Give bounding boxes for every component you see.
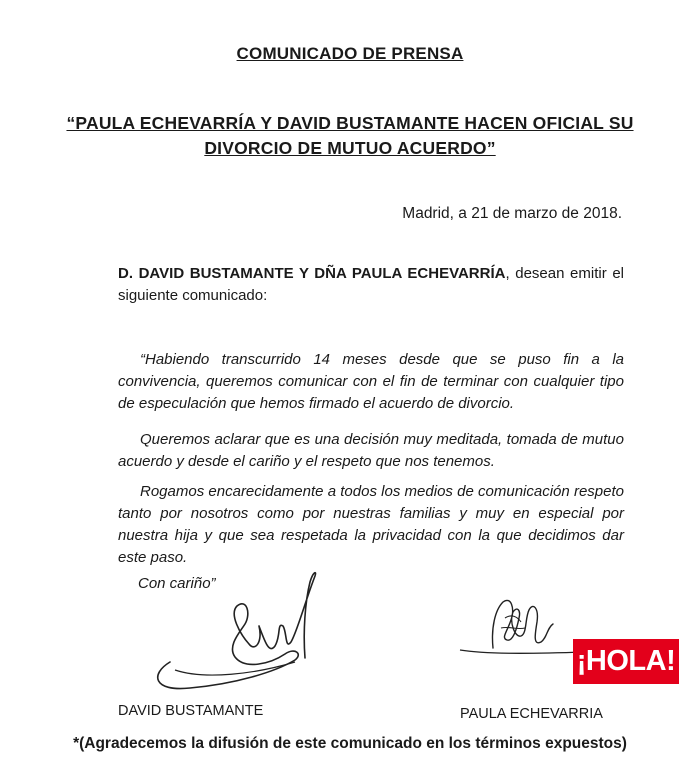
signature-david-bustamante	[145, 562, 330, 697]
statement-paragraph-2: Queremos aclarar que es una decisión muy meditada, tomada de mutuo acuerdo y desde el cariño y el respeto que nos tenemos.	[118, 431, 624, 470]
footnote: *(Agradecemos la difusión de este comunicado en los términos expuestos)	[73, 735, 627, 752]
headline-line-2: DIVORCIO DE MUTUO ACUERDO”	[204, 138, 496, 158]
intro-paragraph	[118, 263, 624, 307]
closing-line: Con cariño”	[138, 575, 216, 592]
document-title: COMUNICADO DE PRENSA	[236, 44, 464, 63]
headline-line-1: “PAULA ECHEVARRÍA Y DAVID BUSTAMANTE HACEN OFICIAL SU	[66, 113, 634, 133]
signatory-name-1: DAVID BUSTAMANTE	[118, 703, 264, 719]
intro-text: , desean emitir el siguiente comunicado:	[118, 265, 624, 304]
signatory-name-2: PAULA ECHEVARRIA	[460, 706, 603, 722]
date-line: Madrid, a 21 de marzo de 2018.	[402, 205, 622, 222]
hola-logo: ¡HOLA!	[573, 639, 679, 684]
press-release-headline	[0, 111, 700, 161]
intro-names: D. DAVID BUSTAMANTE Y DÑA PAULA ECHEVARRÍA	[118, 265, 506, 282]
statement-paragraph-3: Rogamos encarecidamente a todos los medios de comunicación respeto tanto por nosotros como por nuestras familias y muy en especial por nuestra hija y que sea respetada la privacidad con la que decidimos dar este paso.	[118, 483, 624, 566]
signature-paula-echevarria	[455, 588, 590, 663]
statement-paragraph-1: “Habiendo transcurrido 14 meses desde que se puso fin a la convivencia, queremos comunicar con el fin de terminar con cualquier tipo de especulación que hemos firmado el acuerdo de divorcio.	[118, 351, 624, 412]
